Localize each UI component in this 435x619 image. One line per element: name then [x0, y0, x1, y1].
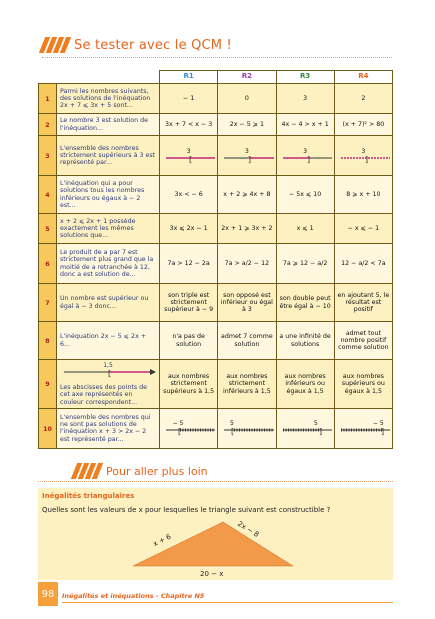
row-number: 10	[39, 408, 57, 448]
number-line: − 5 [	[162, 420, 215, 436]
svg-text:[: [	[189, 154, 193, 164]
answer-r1[interactable]: 3x < − 6	[160, 176, 218, 214]
section-header	[74, 462, 208, 480]
answer-r4[interactable]	[334, 136, 392, 176]
number-line: 3 ]	[279, 148, 332, 164]
answer-r1[interactable]: 3x + 7 < x − 3	[160, 114, 218, 136]
answer-r3[interactable]: 4x − 4 > x + 1	[276, 114, 334, 136]
number-line: 3 [	[162, 148, 215, 164]
question-text: L'inéquation qui a pour solutions tous les nombres inférieurs ou égaux à − 2 est...	[57, 176, 160, 214]
number-line: 3 ]	[220, 148, 273, 164]
svg-text:]: ]	[364, 154, 368, 164]
number-line: 5 [	[220, 420, 273, 436]
answer-r1[interactable]: son triple est strictement supérieur à − 9	[160, 284, 218, 322]
answer-r2[interactable]	[218, 408, 276, 448]
answer-r4[interactable]: (x + 7)² > 80	[334, 114, 392, 136]
svg-text:]: ]	[306, 154, 310, 164]
answer-r2[interactable]	[218, 136, 276, 176]
row-number: 8	[39, 322, 57, 360]
number-line: 3 ]	[337, 148, 390, 164]
answer-r3[interactable]: − 5x ⩽ 10	[276, 176, 334, 214]
answer-r1[interactable]: − 1	[160, 84, 218, 114]
question-text: Parmi les nombres suivants, des solutions de l'inéquation 2x + 7 ⩽ 3x + 5 sont...	[57, 84, 160, 114]
table-row	[39, 322, 393, 360]
question-text: L'ensemble des nombres qui ne sont pas solutions de l'inéquation x + 3 > 2x − 2 est représenté par...	[57, 408, 160, 448]
table-row	[39, 360, 393, 409]
section-title: Pour aller plus loin	[106, 464, 208, 478]
number-line: 5 ]	[279, 420, 332, 436]
table-row	[39, 84, 393, 114]
exercise-title: Inégalités triangulaires	[42, 492, 135, 500]
question-text: Les abscisses des points de cet axe représentés en couleur correspondent...	[60, 384, 147, 406]
question-text: L'ensemble des nombres strictement supérieurs à 3 est représenté par...	[57, 136, 160, 176]
answer-r1[interactable]: n'a pas de solution	[160, 322, 218, 360]
row-number: 9	[39, 360, 57, 409]
row-number: 7	[39, 284, 57, 322]
side-bottom-label: 20 − x	[200, 570, 224, 578]
answer-r1[interactable]	[160, 408, 218, 448]
table-row	[39, 176, 393, 214]
answer-r4[interactable]: aux nombres supérieurs ou égaux à 1,5	[334, 360, 392, 409]
row-number: 6	[39, 244, 57, 284]
answer-r2[interactable]: aux nombres strictement inférieurs à 1,5	[218, 360, 276, 409]
svg-text:]: ]	[248, 154, 252, 164]
exercise-box	[38, 488, 393, 580]
table-row	[39, 214, 393, 244]
row-number: 3	[39, 136, 57, 176]
answer-r1[interactable]: aux nombres strictement supérieurs à 1,5	[160, 360, 218, 409]
table-row	[39, 284, 393, 322]
side-right-label: 2x − 8	[236, 519, 261, 539]
answer-r2[interactable]: 0	[218, 84, 276, 114]
answer-r4[interactable]: 8 ⩾ x + 10	[334, 176, 392, 214]
table-row	[39, 136, 393, 176]
answer-r2[interactable]: 2x − 5 ⩾ 1	[218, 114, 276, 136]
answer-r3[interactable]: x ⩽ 1	[276, 214, 334, 244]
row-number: 1	[39, 84, 57, 114]
answer-r3[interactable]: aux nombres inférieurs ou égaux à 1,5	[276, 360, 334, 409]
answer-r1[interactable]: 3x ⩽ 2x − 1	[160, 214, 218, 244]
answer-r4[interactable]: 2	[334, 84, 392, 114]
svg-text:[: [	[108, 369, 112, 378]
triangle-figure	[38, 488, 393, 580]
number-line: − 5 ]	[337, 420, 390, 436]
answer-r2[interactable]: 2x + 1 ⩾ 3x + 2	[218, 214, 276, 244]
answer-r1[interactable]: 7a > 12 − 2a	[160, 244, 218, 284]
answer-r2[interactable]: x + 2 ⩾ 4x + 8	[218, 176, 276, 214]
question-text: Le nombre 3 est solution de l'inéquation...	[57, 114, 160, 136]
answer-r3[interactable]	[276, 408, 334, 448]
table-row	[39, 244, 393, 284]
slashes-icon	[42, 37, 68, 53]
answer-r3[interactable]	[276, 136, 334, 176]
row-number: 5	[39, 214, 57, 244]
answer-r2[interactable]: son opposé est inférieur ou égal à 3	[218, 284, 276, 322]
answer-r2[interactable]: admet 7 comme solution	[218, 322, 276, 360]
answer-r3[interactable]: 7a ⩾ 12 − a/2	[276, 244, 334, 284]
svg-text:[: [	[231, 427, 235, 437]
number-line-graphic	[162, 420, 215, 436]
col-r1: R1	[160, 71, 218, 84]
col-r3: R3	[276, 71, 334, 84]
col-r2: R2	[218, 71, 276, 84]
number-line-graphic	[220, 420, 273, 436]
exercise-text: Quelles sont les valeurs de x pour lesquelles le triangle suivant est constructible ?	[42, 506, 331, 514]
row-number: 2	[39, 114, 57, 136]
number-line: 1,5 [	[60, 362, 156, 378]
answer-r4[interactable]: en ajoutant 5, le résultat est positif	[334, 284, 392, 322]
svg-text:]: ]	[318, 427, 322, 437]
header-divider	[42, 57, 392, 58]
qcm-header	[42, 35, 232, 55]
table-header-row	[39, 71, 393, 84]
question-text: L'inéquation 2x − 5 ⩽ 2x + 6...	[57, 322, 160, 360]
qcm-table	[38, 70, 393, 449]
answer-r1[interactable]	[160, 136, 218, 176]
number-line-graphic	[279, 420, 332, 436]
answer-r3[interactable]: son double peut être égal à − 10	[276, 284, 334, 322]
section-divider	[38, 481, 393, 482]
question-text: Le produit de a par 7 est strictement plus grand que la moitié de a retranchée à 12, donc a est solution de...	[57, 244, 160, 284]
chapter-title: Inégalités et inéquations - Chapitre N5	[62, 592, 205, 600]
answer-r2[interactable]: 7a > a/2 − 12	[218, 244, 276, 284]
question-text: x + 2 ⩽ 2x + 1 possède exactement les mêmes solutions que...	[57, 214, 160, 244]
qcm-title: Se tester avec le QCM !	[74, 37, 232, 53]
slashes-icon	[74, 463, 100, 479]
answer-r4[interactable]: − x ⩽ − 1	[334, 214, 392, 244]
answer-r4[interactable]	[334, 408, 392, 448]
table-row	[39, 114, 393, 136]
side-left-label: x + 6	[151, 532, 173, 549]
footer-divider	[62, 602, 393, 603]
svg-text:]: ]	[380, 427, 384, 437]
answer-r4[interactable]: 12 − a/2 < 7a	[334, 244, 392, 284]
table-row	[39, 408, 393, 448]
col-r4: R4	[334, 71, 392, 84]
question-cell	[57, 360, 160, 409]
question-text: Un nombre est supérieur ou égal à − 3 donc...	[57, 284, 160, 322]
answer-r4[interactable]: admet tout nombre positif comme solution	[334, 322, 392, 360]
svg-text:[: [	[178, 427, 182, 437]
row-number: 4	[39, 176, 57, 214]
answer-r3[interactable]: a une infinité de solutions	[276, 322, 334, 360]
answer-r3[interactable]: 3	[276, 84, 334, 114]
page-number: 98	[38, 582, 58, 606]
